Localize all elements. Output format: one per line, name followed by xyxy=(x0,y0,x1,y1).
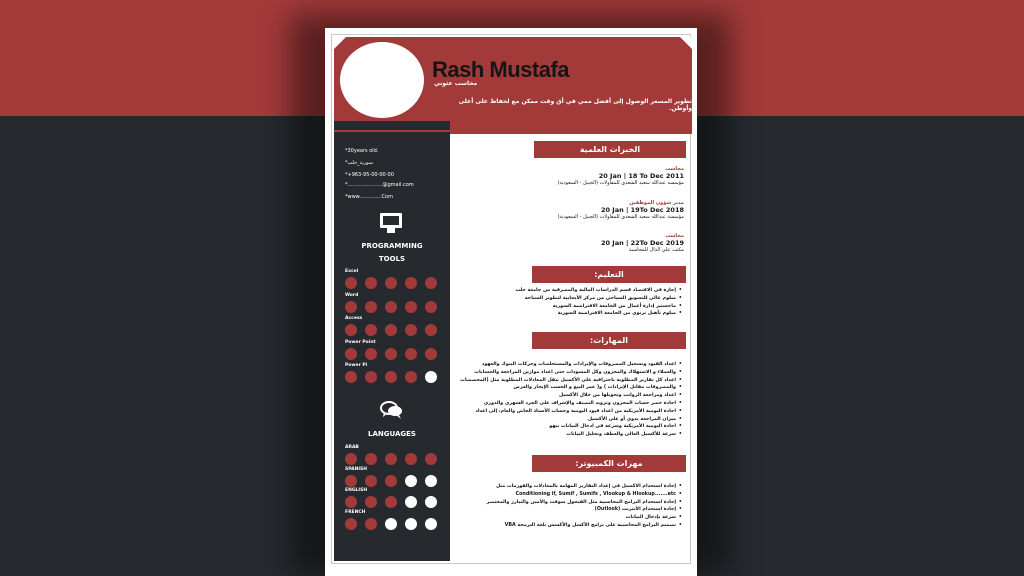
programming-skill-rating xyxy=(345,301,437,313)
section-education-header: التعليم: xyxy=(532,266,686,283)
rating-dot-empty xyxy=(405,475,417,487)
computer-icon-stand xyxy=(387,228,395,233)
programming-skill-rating xyxy=(345,371,437,383)
person-name: Rash Mustafa xyxy=(432,57,570,82)
corner-decoration xyxy=(680,37,692,49)
programming-skill-label: Word xyxy=(345,292,359,298)
section-experience-header: الخبرات العلمية xyxy=(534,141,686,158)
education-item: • مبلوم عالي للتسويق السياحي من مركز الأيجابية لتطوير السياحة xyxy=(515,295,682,303)
language-label: SPANISH xyxy=(345,466,368,472)
skill-item: • اجادة حصر حساب المخزون وتزويد التصنف والإشراف على الجرد الشهري والدوري xyxy=(460,400,682,408)
programming-skill-label: Access xyxy=(345,316,363,321)
person-role: محاسب عثوني xyxy=(434,80,478,87)
job-title: مدير شؤون الموظفين xyxy=(629,200,684,206)
rating-dot-empty xyxy=(425,518,437,530)
experience-item xyxy=(464,166,684,186)
contact-age: *30years old. xyxy=(345,148,379,154)
profile-photo-placeholder xyxy=(340,42,424,118)
rating-dot-filled xyxy=(425,348,437,360)
section-computer-header: مهرات الكمبيوتر: xyxy=(532,455,686,472)
job-title: محاسب xyxy=(665,233,684,239)
education-item: • ماجستير إدارة أعمال من الجامعة الافتراضية السورية xyxy=(515,303,682,311)
rating-dot-filled xyxy=(385,348,397,360)
language-rating xyxy=(345,453,437,465)
rating-dot-filled xyxy=(345,475,357,487)
corner-decoration xyxy=(334,37,346,49)
resume-main xyxy=(452,121,692,561)
language-rating xyxy=(345,518,437,530)
skills-list xyxy=(460,361,682,439)
education-list xyxy=(515,287,682,318)
rating-dot-filled xyxy=(365,371,377,383)
computer-skill-item: • سرعة بإدخال البيانات xyxy=(487,514,682,522)
rating-dot-filled xyxy=(405,371,417,383)
rating-dot-filled xyxy=(365,496,377,508)
rating-dot-filled xyxy=(345,371,357,383)
experience-item xyxy=(464,200,684,220)
skill-item: • اعداد كل تقارير المطلوبة باحترافية على الأكسيل يتقل المعادلات المطلوبة مثل (المخصصات xyxy=(460,377,682,385)
skill-item: • والمصروفات مقابل الإيرادات ) و( عمر البيع و الحسب الإيجار والعرض xyxy=(460,384,682,392)
computer-skill-item: • إجادة استخدام البرامج المحاسبية مثل الفيجول سوفت والأمين والبيارز والمختصر xyxy=(487,499,682,507)
contact-website: *www..............Com xyxy=(345,194,393,200)
rating-dot-filled xyxy=(365,324,377,336)
rating-dot-filled xyxy=(385,453,397,465)
rating-dot-empty xyxy=(425,496,437,508)
rating-dot-empty xyxy=(405,518,417,530)
rating-dot-filled xyxy=(425,453,437,465)
rating-dot-filled xyxy=(365,277,377,289)
rating-dot-filled xyxy=(345,518,357,530)
rating-dot-filled xyxy=(345,324,357,336)
programming-skill-label: Power Pi xyxy=(345,363,368,368)
rating-dot-empty xyxy=(385,518,397,530)
experience-item xyxy=(464,233,684,253)
contact-location: *سورية_حلب xyxy=(345,160,373,166)
rating-dot-filled xyxy=(425,324,437,336)
rating-dot-filled xyxy=(345,496,357,508)
contact-email: *......................@gmail.com xyxy=(345,182,414,188)
rating-dot-filled xyxy=(385,277,397,289)
job-date: 20 Jan | 18 To Dec 2011 xyxy=(598,172,684,180)
job-date: 20 Jan | 22To Dec 2019 xyxy=(601,239,684,247)
rating-dot-filled xyxy=(405,277,417,289)
sidebar-divider xyxy=(334,130,450,132)
skill-item: • اعداد القيود وتسجيل المصروفات والإيرادات والمستخلصات وحركات البنوك والعهود xyxy=(460,361,682,369)
rating-dot-empty xyxy=(405,496,417,508)
language-rating xyxy=(345,475,437,487)
contact-phone: *+963-95-00-00-00 xyxy=(345,172,394,178)
language-label: ARAB xyxy=(345,445,359,450)
computer-skill-item: • إجادة استخدام الاكسيل في إعداد التقارير المهامة بالمعادلات والفورمات مثل xyxy=(487,483,682,491)
rating-dot-filled xyxy=(345,453,357,465)
rating-dot-filled xyxy=(345,348,357,360)
programming-skill-label: Power Point xyxy=(345,339,376,345)
rating-dot-filled xyxy=(385,371,397,383)
job-title: محاسب xyxy=(665,166,684,172)
rating-dot-filled xyxy=(385,496,397,508)
rating-dot-filled xyxy=(405,348,417,360)
computer-skill-item: • تصميم البرامج المحاسبية على برامج الأكسل والأكسس بلغة البرمجة VBA xyxy=(487,522,682,530)
career-objective: تطوير المسعر الوصول إلى أفضل ممي في أق وقت ممكن مع لحفاظ على أعلى وأوطن. xyxy=(458,98,692,112)
job-company: مؤسسة عبدالله سعيد الشعدي للمقاولات (الجبيل - السعودية) xyxy=(557,180,684,186)
rating-dot-filled xyxy=(385,301,397,313)
programming-skill-label: Excel xyxy=(345,269,359,274)
resume-header xyxy=(334,37,692,134)
rating-dot-filled xyxy=(385,475,397,487)
computer-skill-item: • Conditioning if, Sumif , Sumifs , Vlookup & Hlookup.......etc xyxy=(487,491,682,499)
education-item: • إجازة في الاقتصاد قسم الدراسات المالية والمصرفية من جامعة حلب xyxy=(515,287,682,295)
skill-item: • اجادة اليومية الأمريكية من اعداد قيود اليومية وحساب الأستاذ الخاص والعام، إلى اعداد xyxy=(460,408,682,416)
rating-dot-filled xyxy=(405,453,417,465)
rating-dot-filled xyxy=(405,301,417,313)
rating-dot-empty xyxy=(425,371,437,383)
section-skills-header: المهارات: xyxy=(532,332,686,349)
chat-bubbles-icon xyxy=(380,400,404,420)
programming-subtitle: TOOLS xyxy=(378,255,406,263)
rating-dot-filled xyxy=(405,324,417,336)
programming-skill-rating xyxy=(345,324,437,336)
skill-item: • والعملاء و الاستهلاك والمخزون وكل المسودات حتى اعداد موازين المراجعة والحسابات xyxy=(460,369,682,377)
education-item: • مبلوم تأهيل تربوي من الجامعة الافتراضية السورية xyxy=(515,310,682,318)
job-company: مكتب علي الذال للمحاسبة xyxy=(628,247,684,253)
job-company: مؤسسة عبدالله سعيد الشعدي للمقاولات (الجبيل - السعودية) xyxy=(557,214,684,220)
computer-skill-item: • إجادة استخدام الأنترنت (Outlook) xyxy=(487,506,682,514)
rating-dot-filled xyxy=(365,518,377,530)
programming-skill-rating xyxy=(345,277,437,289)
language-label: FRENCH xyxy=(345,509,366,515)
computer-icon xyxy=(380,213,402,228)
rating-dot-filled xyxy=(425,277,437,289)
rating-dot-filled xyxy=(345,301,357,313)
computer-skills-list xyxy=(487,483,682,530)
skill-item: • اعداد ومراجعة الرواتب وتحويلها من خلال الأكسيل xyxy=(460,392,682,400)
rating-dot-filled xyxy=(365,453,377,465)
resume-sidebar xyxy=(334,121,450,561)
programming-title: PROGRAMMING xyxy=(361,242,423,250)
job-date: 20 Jan | 19To Dec 2018 xyxy=(601,206,684,214)
rating-dot-filled xyxy=(345,277,357,289)
rating-dot-filled xyxy=(365,301,377,313)
languages-title: LANGUAGES xyxy=(368,430,416,438)
skill-item: • سرعة للأكسيل العالي والعطف وتحليل البيانات xyxy=(460,431,682,439)
rating-dot-filled xyxy=(365,475,377,487)
skill-item: • اجادة اليومية الأمريكية وسرعة في ادخال البيانات بيهو xyxy=(460,423,682,431)
programming-skill-rating xyxy=(345,348,437,360)
rating-dot-filled xyxy=(385,324,397,336)
rating-dot-empty xyxy=(425,475,437,487)
language-label: ENGLISH xyxy=(345,488,368,493)
rating-dot-filled xyxy=(365,348,377,360)
skill-item: • ميزان المراجعة يدوي أو على الأكسيل xyxy=(460,416,682,424)
language-rating xyxy=(345,496,437,508)
rating-dot-filled xyxy=(425,301,437,313)
